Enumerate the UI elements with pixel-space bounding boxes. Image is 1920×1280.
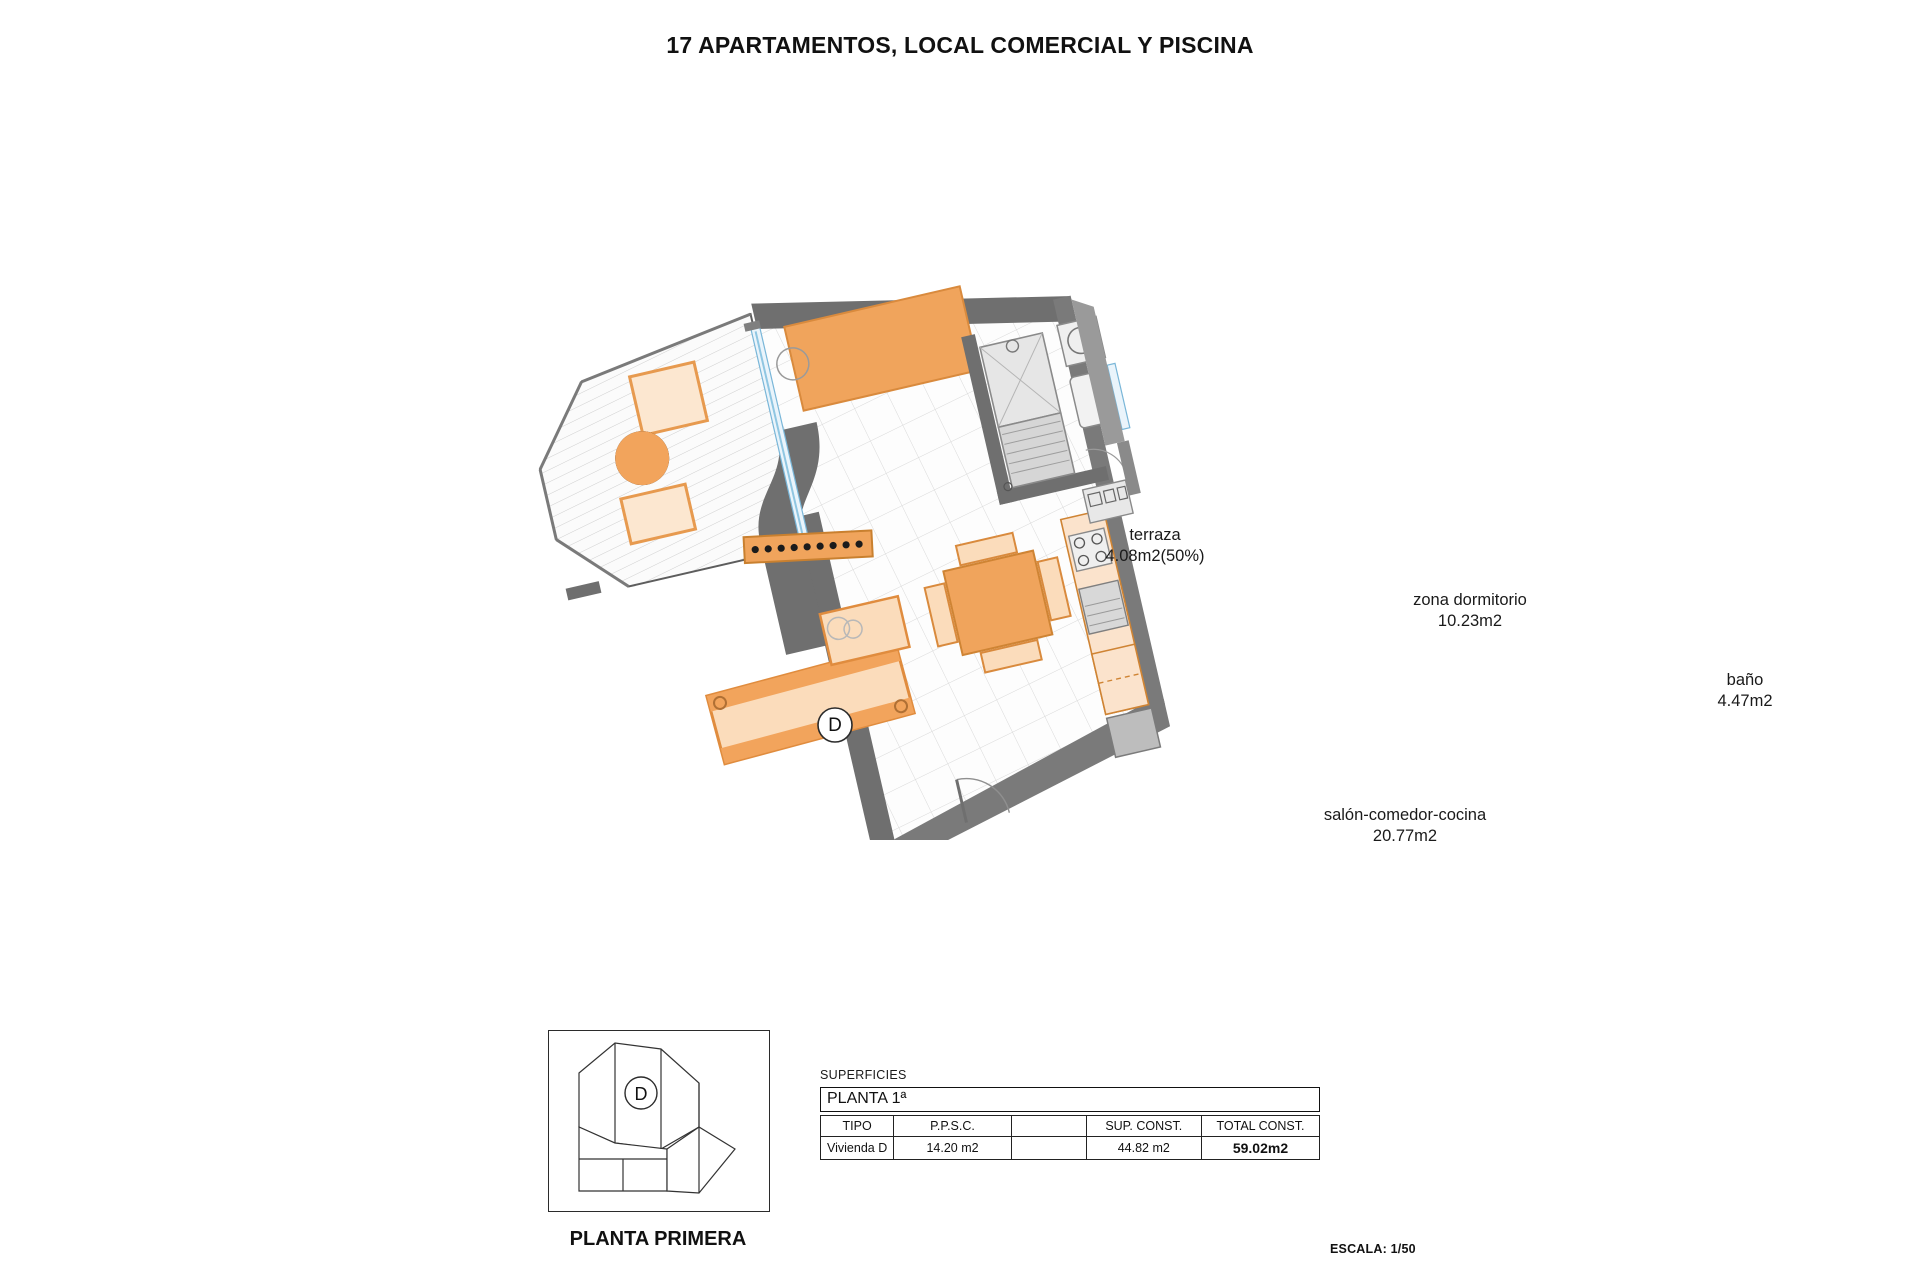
cell-ppsc: 14.20 m2 (894, 1137, 1012, 1160)
cell-sup-const: 44.82 m2 (1086, 1137, 1201, 1160)
surfaces-table (820, 1115, 1320, 1160)
room-label-bano (1690, 670, 1800, 711)
room-area-terraza: 4.08m2(50%) (1105, 546, 1205, 565)
surfaces-floor-label: PLANTA 1ª (820, 1087, 1320, 1112)
svg-text:D: D (634, 1084, 648, 1104)
column-header-total-const: TOTAL CONST. (1201, 1116, 1319, 1137)
svg-text:D: D (828, 715, 842, 736)
cell-total-const: 59.02m2 (1201, 1137, 1319, 1160)
column-header-tipo: TIPO (821, 1116, 894, 1137)
room-name-salon-comedor-cocina: salón-comedor-cocina (1323, 806, 1487, 824)
key-plan (548, 1030, 770, 1212)
room-name-terraza: terraza (1129, 526, 1181, 544)
column-header-sup-const: SUP. CONST. (1086, 1116, 1201, 1137)
room-name-zona-dormitorio: zona dormitorio (1413, 591, 1527, 609)
floor-plan-drawing (500, 180, 1773, 845)
cell-tipo: Vivienda D (821, 1137, 894, 1160)
key-plan-marker-d (625, 1077, 657, 1109)
scale-note: ESCALA: 1/50 (1330, 1242, 1416, 1256)
key-plan-title: PLANTA PRIMERA (569, 1228, 747, 1250)
table-row (821, 1137, 1320, 1160)
plan-svg (500, 180, 1420, 840)
room-area-salon-comedor-cocina: 20.77m2 (1372, 826, 1438, 845)
room-name-bano: baño (1726, 671, 1764, 689)
table-header-row (821, 1116, 1320, 1137)
apartment-marker-d (818, 708, 852, 742)
room-area-bano: 4.47m2 (1717, 691, 1773, 710)
column-header-ppsc: P.P.S.C. (894, 1116, 1012, 1137)
cell-blank (1011, 1137, 1086, 1160)
key-plan-svg (549, 1031, 767, 1209)
room-area-zona-dormitorio: 10.23m2 (1437, 611, 1503, 630)
surfaces-block (820, 1068, 1320, 1160)
surfaces-caption: SUPERFICIES (820, 1068, 907, 1082)
column-header-blank (1011, 1116, 1086, 1137)
page-title: 17 APARTAMENTOS, LOCAL COMERCIAL Y PISCINA (666, 32, 1254, 58)
